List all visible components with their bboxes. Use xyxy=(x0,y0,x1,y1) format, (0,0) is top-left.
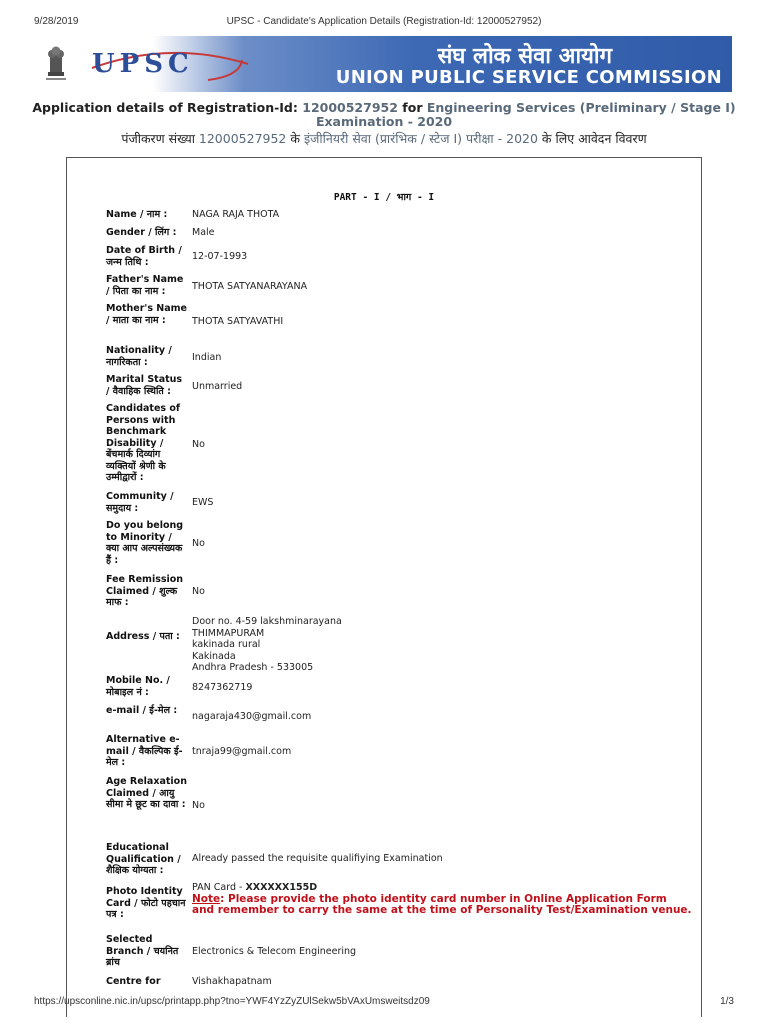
print-header xyxy=(0,0,768,34)
label-branch: Selected Branch / चयनित ब्रांच xyxy=(106,934,179,968)
label-community: Community / समुदाय : xyxy=(106,491,174,514)
page-heading xyxy=(20,101,748,129)
label-address: Address / पता : xyxy=(106,631,180,642)
value-gender: Male xyxy=(192,227,215,238)
exam-name-hindi: इंजीनियरी सेवा (प्रारंभिक / स्टेज I) परीक्षा - 2020 xyxy=(303,131,538,146)
registration-id-hindi: 12000527952 xyxy=(198,131,287,146)
note-text: : Please provide the photo identity card number in Online Application Form and remember to carry the same at the time of Personality Test/Examination venue. xyxy=(192,892,692,916)
label-email: e-mail / ई-मेल : xyxy=(106,705,178,716)
value-branch: Electronics & Telecom Engineering xyxy=(192,946,357,957)
label-mobile: Mobile No. / मोबाइल नं : xyxy=(106,675,170,698)
address-line: kakinada rural xyxy=(192,639,261,650)
heading-for: for xyxy=(397,100,427,115)
value-name: NAGA RAJA THOTA xyxy=(192,209,280,220)
value-mother: THOTA SATYAVATHI xyxy=(192,316,284,327)
value-marital: Unmarried xyxy=(192,381,243,392)
label-name: Name / नाम : xyxy=(106,209,168,220)
photo-id-card-number: XXXXXX155D xyxy=(245,882,318,893)
commission-english-name: UNION PUBLIC SERVICE COMMISSION xyxy=(335,67,722,88)
label-photo-id: Photo Identity Card / फोटो पहचान पत्र : xyxy=(106,886,186,920)
value-nationality: Indian xyxy=(192,352,222,363)
print-title: UPSC - Candidate's Application Details (Registration-Id: 12000527952) xyxy=(226,16,542,27)
label-minority: Do you belong to Minority / क्या आप अल्पसंख्यक हैं : xyxy=(106,520,184,566)
national-emblem-icon xyxy=(42,42,70,86)
value-fee-remission: No xyxy=(192,586,205,597)
address-line: THIMMAPURAM xyxy=(192,627,265,639)
label-marital: Marital Status / वैवाहिक स्थिति : xyxy=(106,374,183,397)
label-age-relaxation: Age Relaxation Claimed / आयु सीमा मे छूट का दावा : xyxy=(106,776,187,810)
value-address xyxy=(192,616,692,674)
value-minority: No xyxy=(192,538,205,549)
label-disability: Candidates of Persons with Benchmark Disability / बेंचमार्क दिव्यांग व्यक्तियों श्रेणी के उम्मीद्वारों : xyxy=(106,403,181,483)
heading-prefix: Application details of Registration-Id: xyxy=(32,100,303,115)
page-heading-hindi xyxy=(20,130,748,147)
print-date: 9/28/2019 xyxy=(34,16,79,27)
print-url: https://upsconline.nic.in/upsc/printapp.php?tno=YWF4YzZyZUlSekw5bVAxUmsweitsdz09 xyxy=(34,996,430,1007)
label-mother: Mother's Name / माता का नाम : xyxy=(106,303,187,326)
value-age-relaxation: No xyxy=(192,800,205,811)
heading-hindi-prefix: पंजीकरण संख्या xyxy=(121,131,199,146)
address-line: Door no. 4-59 lakshminarayana xyxy=(192,616,342,627)
label-gender: Gender / लिंग : xyxy=(106,227,177,238)
value-mobile: 8247362719 xyxy=(192,682,253,693)
address-line: Kakinada xyxy=(192,650,236,662)
heading-hindi-suffix: के लिए आवेदन विवरण xyxy=(537,131,647,146)
upsc-banner xyxy=(34,36,732,92)
address-line: Andhra Pradesh - 533005 xyxy=(192,662,314,673)
value-alt-email: tnraja99@gmail.com xyxy=(192,746,292,757)
label-alt-email: Alternative e-mail / वैकल्पिक ई-मेल : xyxy=(106,734,183,768)
part-title: PART - I / भाग - I xyxy=(333,192,435,203)
upsc-logo-text: UPSC xyxy=(92,49,194,79)
page-number: 1/3 xyxy=(720,996,734,1007)
value-photo-id xyxy=(192,882,692,917)
photo-id-note xyxy=(192,894,692,917)
registration-id: 12000527952 xyxy=(302,100,398,115)
label-centre: Centre for xyxy=(106,976,161,987)
value-centre: Vishakhapatnam xyxy=(192,976,272,987)
note-label: Note xyxy=(192,892,221,905)
exam-name: Engineering Services (Preliminary / Stage I) Examination - 2020 xyxy=(315,100,736,129)
commission-hindi-name: संघ लोक सेवा आयोग xyxy=(437,44,612,69)
value-father: THOTA SATYANARAYANA xyxy=(192,281,308,292)
value-dob: 12-07-1993 xyxy=(192,251,248,262)
value-community: EWS xyxy=(192,497,214,508)
photo-id-card-type: PAN Card - xyxy=(192,882,246,893)
value-education: Already passed the requisite qualifiying Examination xyxy=(192,853,443,864)
value-email: nagaraja430@gmail.com xyxy=(192,711,312,722)
label-nationality: Nationality / नागरिकता : xyxy=(106,345,172,368)
label-fee-remission: Fee Remission Claimed / शुल्क माफ : xyxy=(106,574,184,608)
heading-hindi-mid: के xyxy=(286,131,304,146)
label-education: Educational Qualification / शैक्षिक योग्यता : xyxy=(106,842,181,876)
label-dob: Date of Birth / जन्म तिथि : xyxy=(106,245,182,268)
value-disability: No xyxy=(192,439,205,450)
label-father: Father's Name / पिता का नाम : xyxy=(106,274,184,297)
